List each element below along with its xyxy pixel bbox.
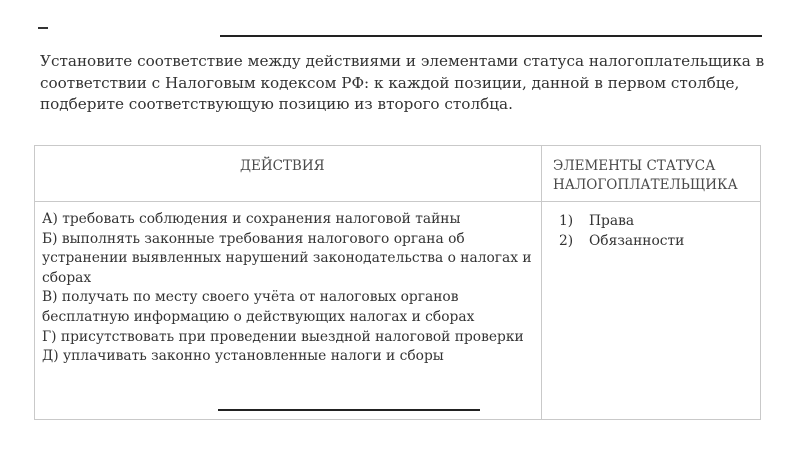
elements-cell xyxy=(542,202,760,419)
element-item-rights xyxy=(559,212,760,232)
action-item-g: Г) присутствовать при проведении выездной налоговой проверки xyxy=(42,328,524,345)
element-label: Обязанности xyxy=(589,232,685,249)
actions-cell xyxy=(35,202,542,419)
actions-list xyxy=(35,202,541,367)
action-item-v: В) получать по месту своего учёта от налоговых органов бесплатную информацию о действующих налогах и сборах xyxy=(42,289,475,325)
header-actions-cell xyxy=(35,146,542,202)
element-number: 1) xyxy=(559,213,574,229)
action-item-d: Д) уплачивать законно установленные налоги и сборы xyxy=(42,348,444,365)
task-text: Установите соответствие между действиями и элементами статуса налогоплательщика в соответствии с Налоговым кодексом РФ: к каждой позиции, данной в первом столбце, подберите соответствующую позицию из второго столбца. xyxy=(40,52,765,113)
element-number: 2) xyxy=(559,232,574,249)
matching-table xyxy=(34,145,761,420)
header-elements: ЭЛЕМЕНТЫ СТАТУСА НАЛОГОПЛАТЕЛЬЩИКА xyxy=(553,158,738,193)
elements-list xyxy=(542,202,760,251)
element-item-duties xyxy=(559,232,760,252)
action-item-b: Б) выполнять законные требования налогового органа об устранении выявленных нарушений законодательства о налогах и сборах xyxy=(42,230,532,286)
action-item-a: А) требовать соблюдения и сохранения налоговой тайны xyxy=(42,211,461,227)
bottom-rule-decoration xyxy=(218,409,480,411)
element-label: Права xyxy=(589,213,635,229)
top-rule-decoration xyxy=(220,35,762,37)
header-actions: ДЕЙСТВИЯ xyxy=(240,158,325,174)
top-dash-decoration xyxy=(38,27,48,29)
header-elements-cell xyxy=(542,146,760,202)
